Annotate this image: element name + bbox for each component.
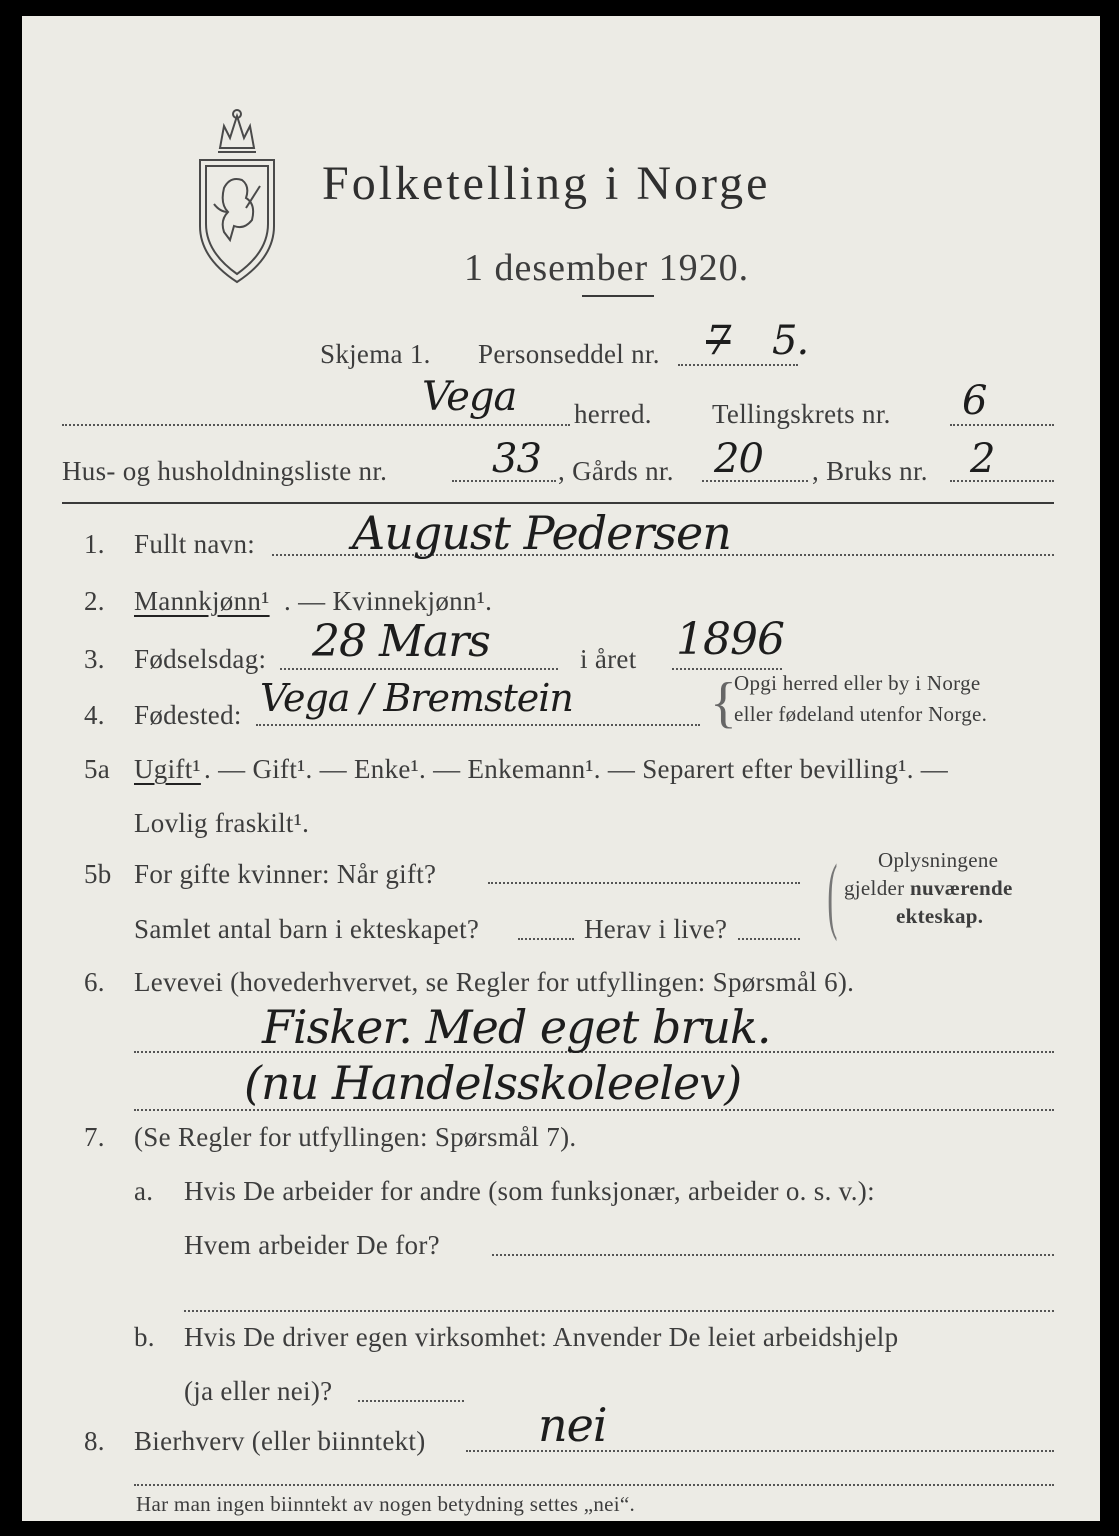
bruks-line [950, 480, 1054, 482]
q5b-label-1: For gifte kvinner: Når gift? [134, 859, 437, 889]
unmarried-option: Ugift¹ [134, 754, 201, 784]
herred-value: Vega [422, 374, 517, 420]
q6-label: Levevei (hovederhvervet, se Regler for utfyllingen: Spørsmål 6). [134, 967, 855, 997]
hus-value: 33 [492, 436, 541, 482]
q7a-letter: a. [134, 1176, 154, 1206]
birthplace-value: Vega / Bremstein [260, 676, 573, 720]
q5a-number: 5a [84, 754, 111, 784]
coat-of-arms-icon [190, 108, 284, 286]
q3-number: 3. [84, 644, 105, 674]
q5b-note-2b: nuværende [909, 876, 1013, 900]
krets-label: Tellingskrets nr. [712, 399, 891, 429]
q7b-question: (ja eller nei)? [184, 1376, 333, 1406]
krets-line [950, 424, 1054, 426]
male-option: Mannkjønn¹ [134, 586, 270, 616]
q5b-label-3: Herav i live? [584, 914, 728, 944]
occupation-value-1: Fisker. Med eget bruk. [262, 1000, 771, 1054]
bruks-label: , Bruks nr. [812, 456, 928, 486]
birth-day-value: 28 Mars [312, 616, 490, 667]
q7a-question: Hvem arbeider De for? [184, 1230, 440, 1260]
personseddel-line [678, 364, 798, 366]
herred-label: herred. [574, 399, 652, 429]
q7a-line-1 [492, 1254, 1054, 1256]
q5b-number: 5b [84, 859, 112, 889]
side-income-value: nei [538, 1398, 607, 1452]
q7-number: 7. [84, 1122, 105, 1152]
form-title: Folketelling i Norge [322, 157, 771, 210]
q5b-note-3: ekteskap. [896, 904, 984, 928]
q7a-text: Hvis De arbeider for andre (som funksjonær, arbeider o. s. v.): [184, 1176, 875, 1206]
gards-label: , Gårds nr. [558, 456, 674, 486]
personseddel-value: 5. [772, 318, 809, 364]
q5b-line-2 [518, 938, 574, 940]
birth-year-value: 1896 [676, 614, 784, 665]
q8-number: 8. [84, 1426, 105, 1456]
q8-label: Bierhverv (eller biinntekt) [134, 1426, 426, 1456]
q2-number: 2. [84, 586, 105, 616]
q4-line [256, 724, 700, 726]
krets-value: 6 [962, 378, 987, 424]
q4-note-2: eller fødeland utenfor Norge. [734, 702, 988, 726]
q5a-rest: . — Gift¹. — Enke¹. — Enkemann¹. — Separert efter bevilling¹. — [204, 754, 949, 784]
q7b-text: Hvis De driver egen virksomhet: Anvender De leiet arbeidshjelp [184, 1322, 899, 1352]
occupation-value-2: (nu Handelsskoleelev) [244, 1056, 742, 1110]
q6-number: 6. [84, 967, 105, 997]
census-date: 1 desember 1920. [464, 247, 750, 289]
section-divider [62, 502, 1054, 504]
q5b-brace: ( [827, 846, 838, 942]
q4-brace: { [710, 672, 738, 734]
header-rule [582, 295, 654, 297]
personseddel-label: Personseddel nr. [478, 339, 660, 369]
q7b-letter: b. [134, 1322, 155, 1352]
q1-label: Fullt navn: [134, 529, 256, 559]
q5b-line-1 [488, 882, 800, 884]
q3-label: Fødselsdag: [134, 644, 267, 674]
bruks-value: 2 [970, 436, 995, 482]
q5b-label-2: Samlet antal barn i ekteskapet? [134, 914, 480, 944]
hus-label: Hus- og husholdningsliste nr. [62, 456, 388, 486]
q3-day-line [280, 668, 558, 670]
census-form [22, 16, 1100, 1521]
q4-label: Fødested: [134, 700, 242, 730]
personseddel-struck-value: 7 [706, 318, 731, 364]
gards-value: 20 [714, 436, 763, 482]
q7b-line [358, 1400, 464, 1402]
q4-number: 4. [84, 700, 105, 730]
herred-line [62, 424, 570, 426]
schema-label: Skjema 1. [320, 339, 431, 369]
q5b-note-2a: gjelder [844, 876, 910, 900]
q3-year-label: i året [580, 644, 637, 674]
q5a-line-2: Lovlig fraskilt¹. [134, 808, 310, 838]
q4-note-1: Opgi herred eller by i Norge [734, 671, 981, 695]
q1-number: 1. [84, 529, 105, 559]
footer-note: Har man ingen biinntekt av nogen betydning settes „nei“. [136, 1492, 636, 1516]
q7a-line-2 [184, 1310, 1054, 1312]
q2-rest: . — Kvinnekjønn¹. [284, 586, 493, 616]
q3-year-line [672, 668, 782, 670]
q7-label: (Se Regler for utfyllingen: Spørsmål 7). [134, 1122, 577, 1152]
q5b-note-2 [844, 876, 1013, 901]
q5b-note-1: Oplysningene [878, 848, 999, 872]
q8-line-2 [134, 1484, 1054, 1486]
q5b-line-3 [738, 938, 800, 940]
full-name-value: August Pedersen [352, 506, 731, 560]
